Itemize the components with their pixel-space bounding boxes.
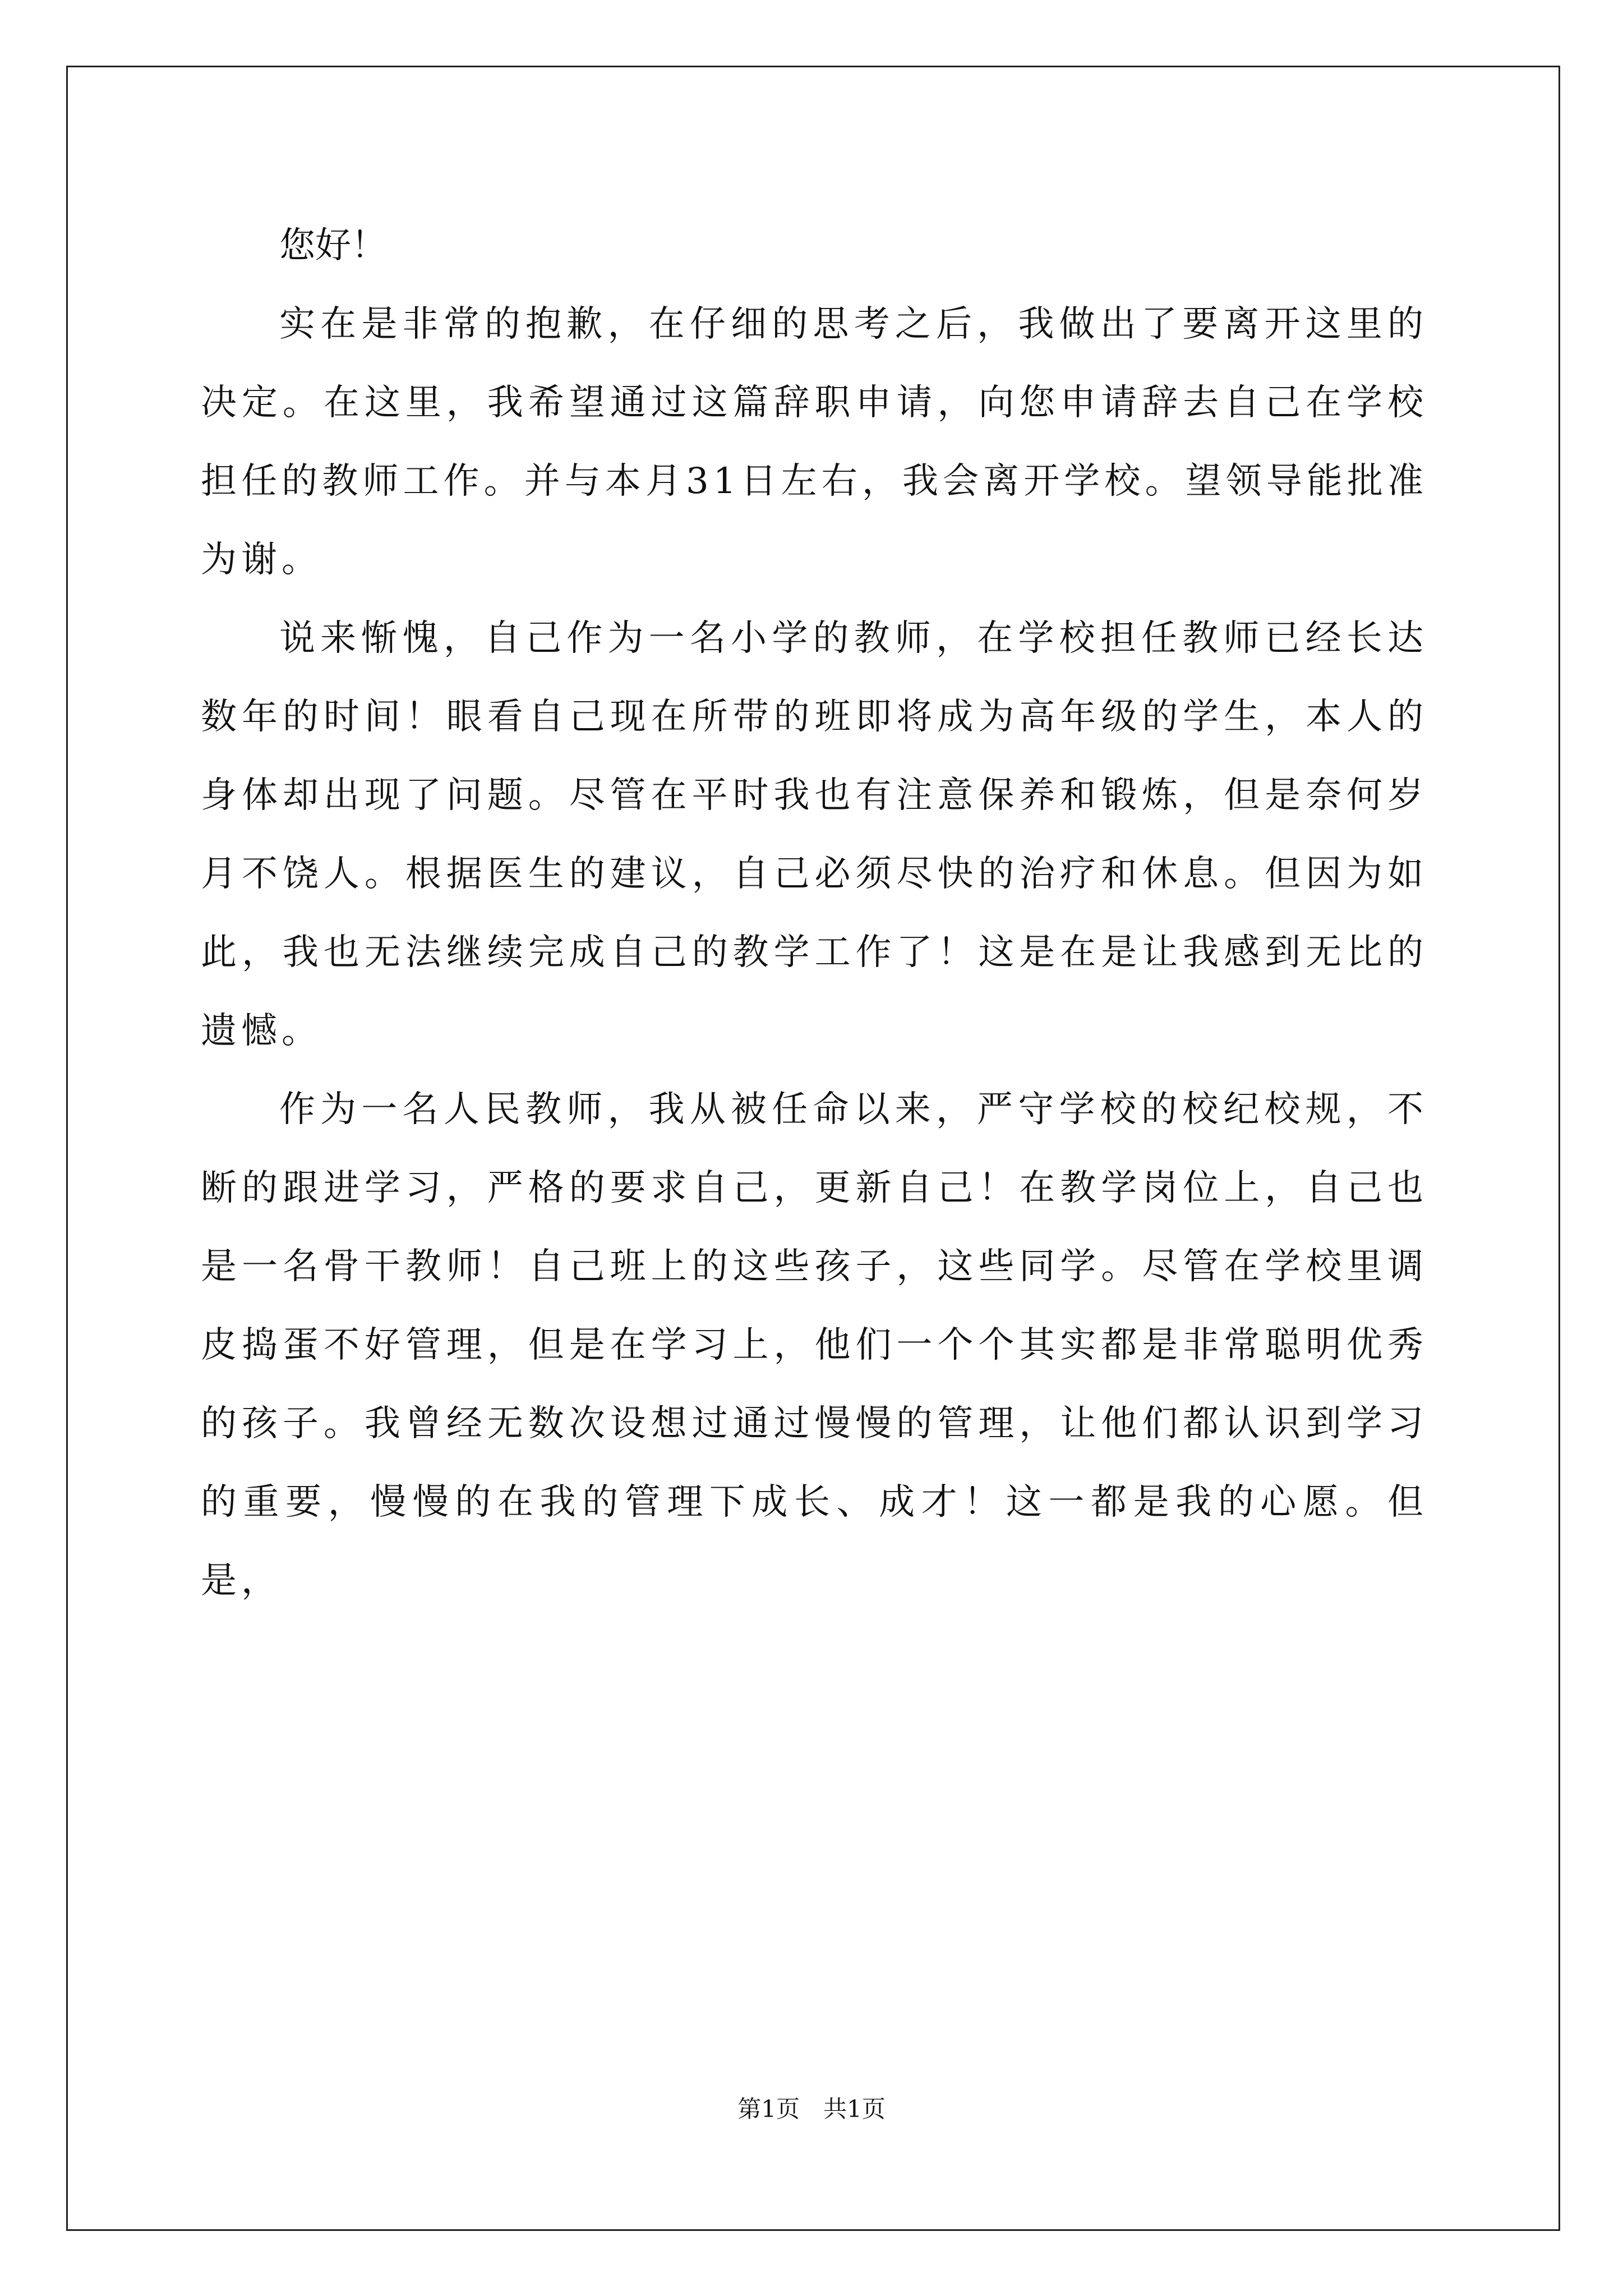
letter-body	[201, 206, 1428, 1620]
paragraph-2: 说来惭愧，自己作为一名小学的教师，在学校担任教师已经长达数年的时间！眼看自己现在所带的班即将成为高年级的学生，本人的身体却出现了问题。尽管在平时我也有注意保养和锻炼，但是奈何岁月不饶人。根据医生的建议，自己必须尽快的治疗和休息。但因为如此，我也无法继续完成自己的教学工作了！这是在是让我感到无比的遗憾。	[201, 618, 1428, 1052]
page-footer: 第1页 共1页	[737, 2095, 886, 2123]
greeting: 您好！	[279, 225, 387, 266]
paragraph-1: 实在是非常的抱歉，在仔细的思考之后，我做出了要离开这里的决定。在这里，我希望通过这篇辞职申请，向您申请辞去自己在学校担任的教师工作。并与本月31日左右，我会离开学校。望领导能批准为谢。	[201, 303, 1428, 581]
paragraph-3: 作为一名人民教师，我从被任命以来，严守学校的校纪校规，不断的跟进学习，严格的要求自己，更新自己！在教学岗位上，自己也是一名骨干教师！自己班上的这些孩子，这些同学。尽管在学校里调皮捣蛋不好管理，但是在学习上，他们一个个其实都是非常聪明优秀的孩子。我曾经无数次设想过通过慢慢的管理，让他们都认识到学习的重要，慢慢的在我的管理下成长、成才！这一都是我的心愿。但是，	[201, 1089, 1428, 1602]
